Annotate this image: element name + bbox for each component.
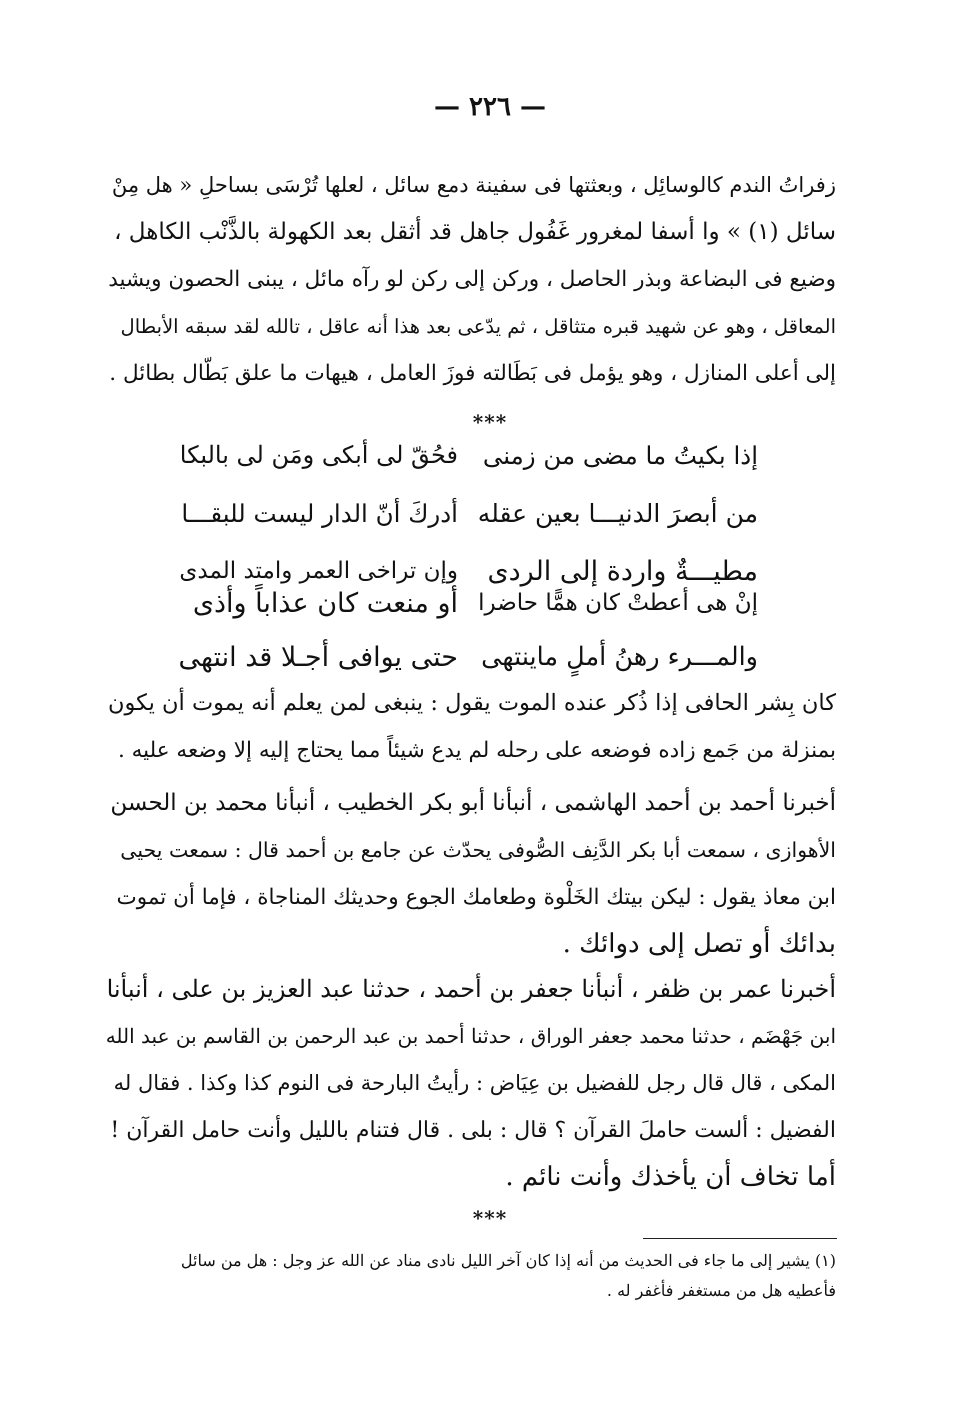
paragraph-1 (106, 162, 836, 397)
verse-second-hemistich: وإن تراخى العمر وامتد المدى (179, 558, 458, 584)
text-line: الفضيل : ألست حاملَ القرآن ؟ قال : بلى . قال فتنام بالليل وأنت حامل القرآن ! (110, 1118, 836, 1143)
text-line: الأهوازى ، سمعت أبا بكر الدَّنِف الصُّوفى يحدّث عن جامع بن أحمد قال : سمعت يحيى (120, 838, 836, 862)
verse-first-hemistich: من أبصرَ الدنيـــا بعين عقله (477, 499, 758, 528)
text-line: إلى أعلى المنازل ، وهو يؤمل فى بَطَالته فوزَ العامل ، هيهات ما علق بَطّال بطائل . (109, 361, 836, 386)
page-number: — ٢٢٦ — (433, 92, 547, 122)
verse-first-hemistich: إنْ هى أعطتْ كان همًّا حاضرا (478, 590, 758, 616)
verse-second-hemistich: حتى يوافى أجـلا قد انتهى (178, 642, 458, 673)
verse-second-hemistich: فحُقّ لى أبكى ومَن لى بالبكا (179, 441, 458, 469)
text-line: أما تخاف أن يأخذك وأنت نائم . (505, 1162, 836, 1192)
text-line: بمنزلة من جَمع زاده فوضعه على رحله لم يدع شيئاً مما يحتاج إليه إلا وضعه عليه . (117, 738, 836, 763)
text-line: أخبرنا عمر بن ظفر ، أنبأنا جعفر بن أحمد ، حدثنا عبد العزيز بن على ، أنبأنا (106, 975, 836, 1003)
paragraph-2 (106, 680, 836, 774)
text-line: ابن معاذ يقول : ليكن بيتك الخَلْوة وطعامك الجوع وحديثك المناجاة ، فإما أن تموت (116, 885, 836, 910)
section-separator: *** (472, 1206, 508, 1230)
poem-verse (178, 432, 758, 479)
text-line: المكى ، قال قال رجل للفضيل بن عِيَاض : رأيتُ البارحة فى النوم كذا وكذا . فقال له (113, 1071, 836, 1095)
poem-verse (178, 634, 758, 681)
text-line: سائل (١) » وا أسفا لمغرور غَفُول جاهل قد أثقل بعد الكهولة بالذَّنْب الكاهل ، (114, 219, 836, 245)
verse-second-hemistich: أو منعت كان عذاباً وأذى (192, 588, 458, 619)
verse-second-hemistich: أدركَ أنّ الدار ليست للبقـــا (181, 499, 458, 528)
footnote-divider (643, 1238, 837, 1239)
paragraph-4 (106, 966, 836, 1201)
footnote-line: فأعطيه هل من مستغفر فأغفر له . (606, 1281, 836, 1300)
verse-first-hemistich: والمـــرء رهنُ أملٍ ماينتهى (481, 642, 758, 672)
text-line: المعاقل ، وهو عن شهيد قبره متثاقل ، ثم يدّعى بعد هذا أنه عاقل ، تالله لقد سبقه الأبطال (120, 315, 836, 338)
paragraph-3 (106, 780, 836, 968)
text-line: وضيع فى البضاعة وبذر الحاصل ، وركن إلى ركن لو رآه مائل ، يبنى الحصون ويشيد (108, 267, 836, 292)
text-line: كان بِشر الحافى إذا ذُكر عنده الموت يقول : ينبغى لمن يعلم أنه يموت أن يكون (108, 690, 836, 716)
text-line: زفراتُ الندم كالوسائِل ، وبعثتها فى سفينة دمع سائل ، لعلها تُرْسَى بساحلِ « هل مِنْ (111, 173, 836, 197)
verse-first-hemistich: إذا بكيتُ ما مضى من زمنى (482, 441, 758, 470)
text-line: ابن جَهْضَم ، حدثنا محمد جعفر الوراق ، حدثنا أحمد بن عبد الرحمن بن القاسم بن عبد الله (105, 1024, 836, 1048)
text-line: أخبرنا أحمد بن أحمد الهاشمى ، أنبأنا أبو بكر الخطيب ، أنبأنا محمد بن الحسن (110, 790, 836, 816)
section-separator: *** (472, 410, 508, 434)
poem-verse (178, 490, 758, 537)
poem-verse (178, 580, 758, 627)
footnote (106, 1246, 836, 1306)
verse-first-hemistich: مطيـــةٌ واردة إلى الردى (487, 556, 758, 587)
footnote-line: (١) يشير إلى ما جاء فى الحديث من أنه إذا كان آخر الليل نادى مناد عن الله عز وجل : هل من سائل (180, 1251, 836, 1270)
text-line: بدائك أو تصل إلى دوائك . (562, 929, 836, 959)
